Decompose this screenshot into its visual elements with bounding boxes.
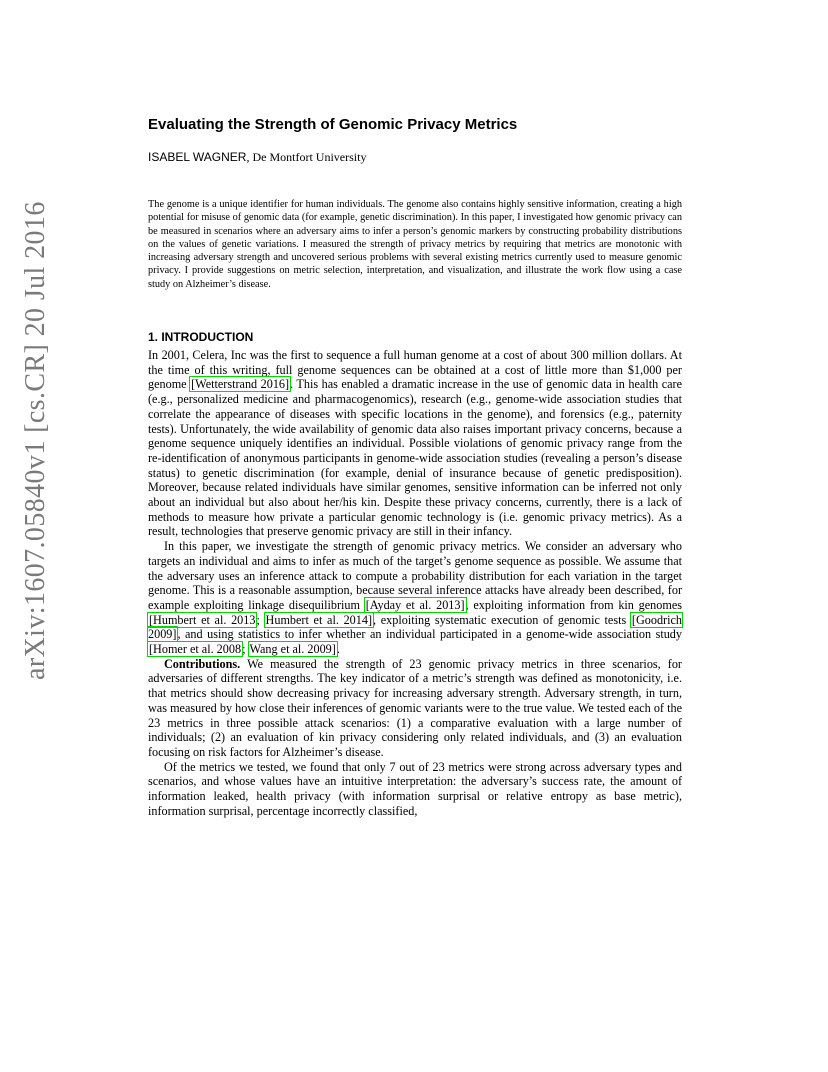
paragraph-text: We measured the strength of 23 genomic privacy metrics in three scenarios, for adversaries of different strengths. The key indicator of a metric’s strength was defined as monotonicity, i.e. that metrics should show decreasing privacy for increasing adversary strength. Adversary strength, in turn, was measured by how close their inferences of genomic variants were to the true value. We tested each of the 23 metrics in three possible attack scenarios: (1) a comparative evaluation with a large number of individuals; (2) an evaluation of kin privacy considering only related individuals, and (3) an evaluation focusing on risk factors for Alzheimer’s disease. (148, 656, 682, 759)
author-name: ISABEL WAGNER (148, 150, 247, 164)
paper-title: Evaluating the Strength of Genomic Privacy Metrics (148, 116, 518, 133)
paragraph-text: ; (242, 642, 249, 657)
paragraph-text: , exploiting systematic execution of genomic tests (373, 612, 631, 627)
author-affiliation: , De Montfort University (246, 150, 367, 164)
citation-link[interactable]: Humbert et al. 2014] (265, 612, 373, 627)
paragraph-text: ; (256, 612, 265, 627)
section-heading: 1. INTRODUCTION (148, 330, 254, 344)
paragraph (148, 760, 682, 819)
citation-link[interactable]: [Wetterstrand 2016] (191, 377, 290, 392)
citation-link[interactable]: [Ayday et al. 2013] (365, 597, 465, 612)
paragraph (148, 348, 682, 539)
paragraph-text: Of the metrics we tested, we found that only 7 out of 23 metrics were strong across adversary types and scenarios, and whose values have an intuitive interpretation: the adversary’s success rate, the amount of information leaked, health privacy (with information surprisal or relative entropy as base metric), information surprisal, percentage incorrectly classified, (148, 759, 682, 818)
paragraph-text: , exploiting information from kin genomes (465, 597, 682, 612)
arxiv-identifier: arXiv:1607.05840v1 [cs.CR] 20 Jul 2016 (20, 201, 51, 680)
citation-link[interactable]: [Homer et al. 2008 (149, 642, 242, 657)
paragraph (148, 539, 682, 657)
author-line (148, 150, 366, 165)
paragraph (148, 657, 682, 760)
citation-link[interactable]: [Humbert et al. 2013 (149, 612, 256, 627)
citation-link[interactable]: [Goodrich 2009] (148, 612, 682, 642)
abstract: The genome is a unique identifier for human individuals. The genome also contains highly sensitive information, creating a high potential for misuse of genomic data (for example, genetic discrimination). In this paper, I investigated how genomic privacy can be measured in scenarios where an adversary aims to infer a person’s genomic markers by constructing probability distributions on the values of genetic variations. I measured the strength of privacy metrics by requiring that metrics are monotonic with increasing adversary strength and uncovered serious problems with several existing metrics currently used to measure genomic privacy. I provide suggestions on metric selection, interpretation, and visualization, and illustrate the work flow using a case study on Alzheimer’s disease. (148, 199, 682, 290)
paragraph-text: . This has enabled a dramatic increase in the use of genomic data in health care (e.g., personalized medicine and pharmacogenomics), research (e.g., genome-wide association studies that correlate the appearance of diseases with specific locations in the genome), and forensics (e.g., paternity tests). Unfortunately, the wide availability of genomic data also raises important privacy concerns, because a genome sequence uniquely identifies an individual. Possible violations of genomic privacy range from the re-identification of anonymous participants in genome-wide association studies (revealing a person’s disease status) to genetic discrimination (for example, denial of insurance because of genetic predisposition). Moreover, because related individuals have similar genomes, sensitive information can be inferred not only about an individual but also about her/his kin. Despite these privacy concerns, currently, there is a lack of methods to measure how private a particular genomic technology is (i.e. genomic privacy metrics). As a result, technologies that preserve genomic privacy are still in their infancy. (148, 377, 682, 539)
body-text (148, 348, 682, 819)
paragraph-run-in-heading: Contributions. (164, 656, 241, 671)
paragraph-text: In this paper, we investigate the strength of genomic privacy metrics. We consider an adversary who targets an individual and aims to infer as much of the target’s genome sequence as possible. We assume that the adversary uses an inference attack to compute a probability distribution for each variation in the target genome. This is a reasonable assumption, because several inference attacks have already been described, for example exploiting linkage disequilibrium (148, 539, 682, 612)
paragraph-text: , and using statistics to infer whether an individual participated in a genome-wide association study (177, 627, 682, 642)
paragraph-text: In 2001, Celera, Inc was the first to sequence a full human genome at a cost of about 300 million dollars. At the time of this writing, full genome sequences can be obtained at a cost of little more than $1,000 per genome (148, 348, 682, 392)
citation-link[interactable]: Wang et al. 2009] (249, 642, 336, 657)
paragraph-text: . (336, 642, 340, 657)
